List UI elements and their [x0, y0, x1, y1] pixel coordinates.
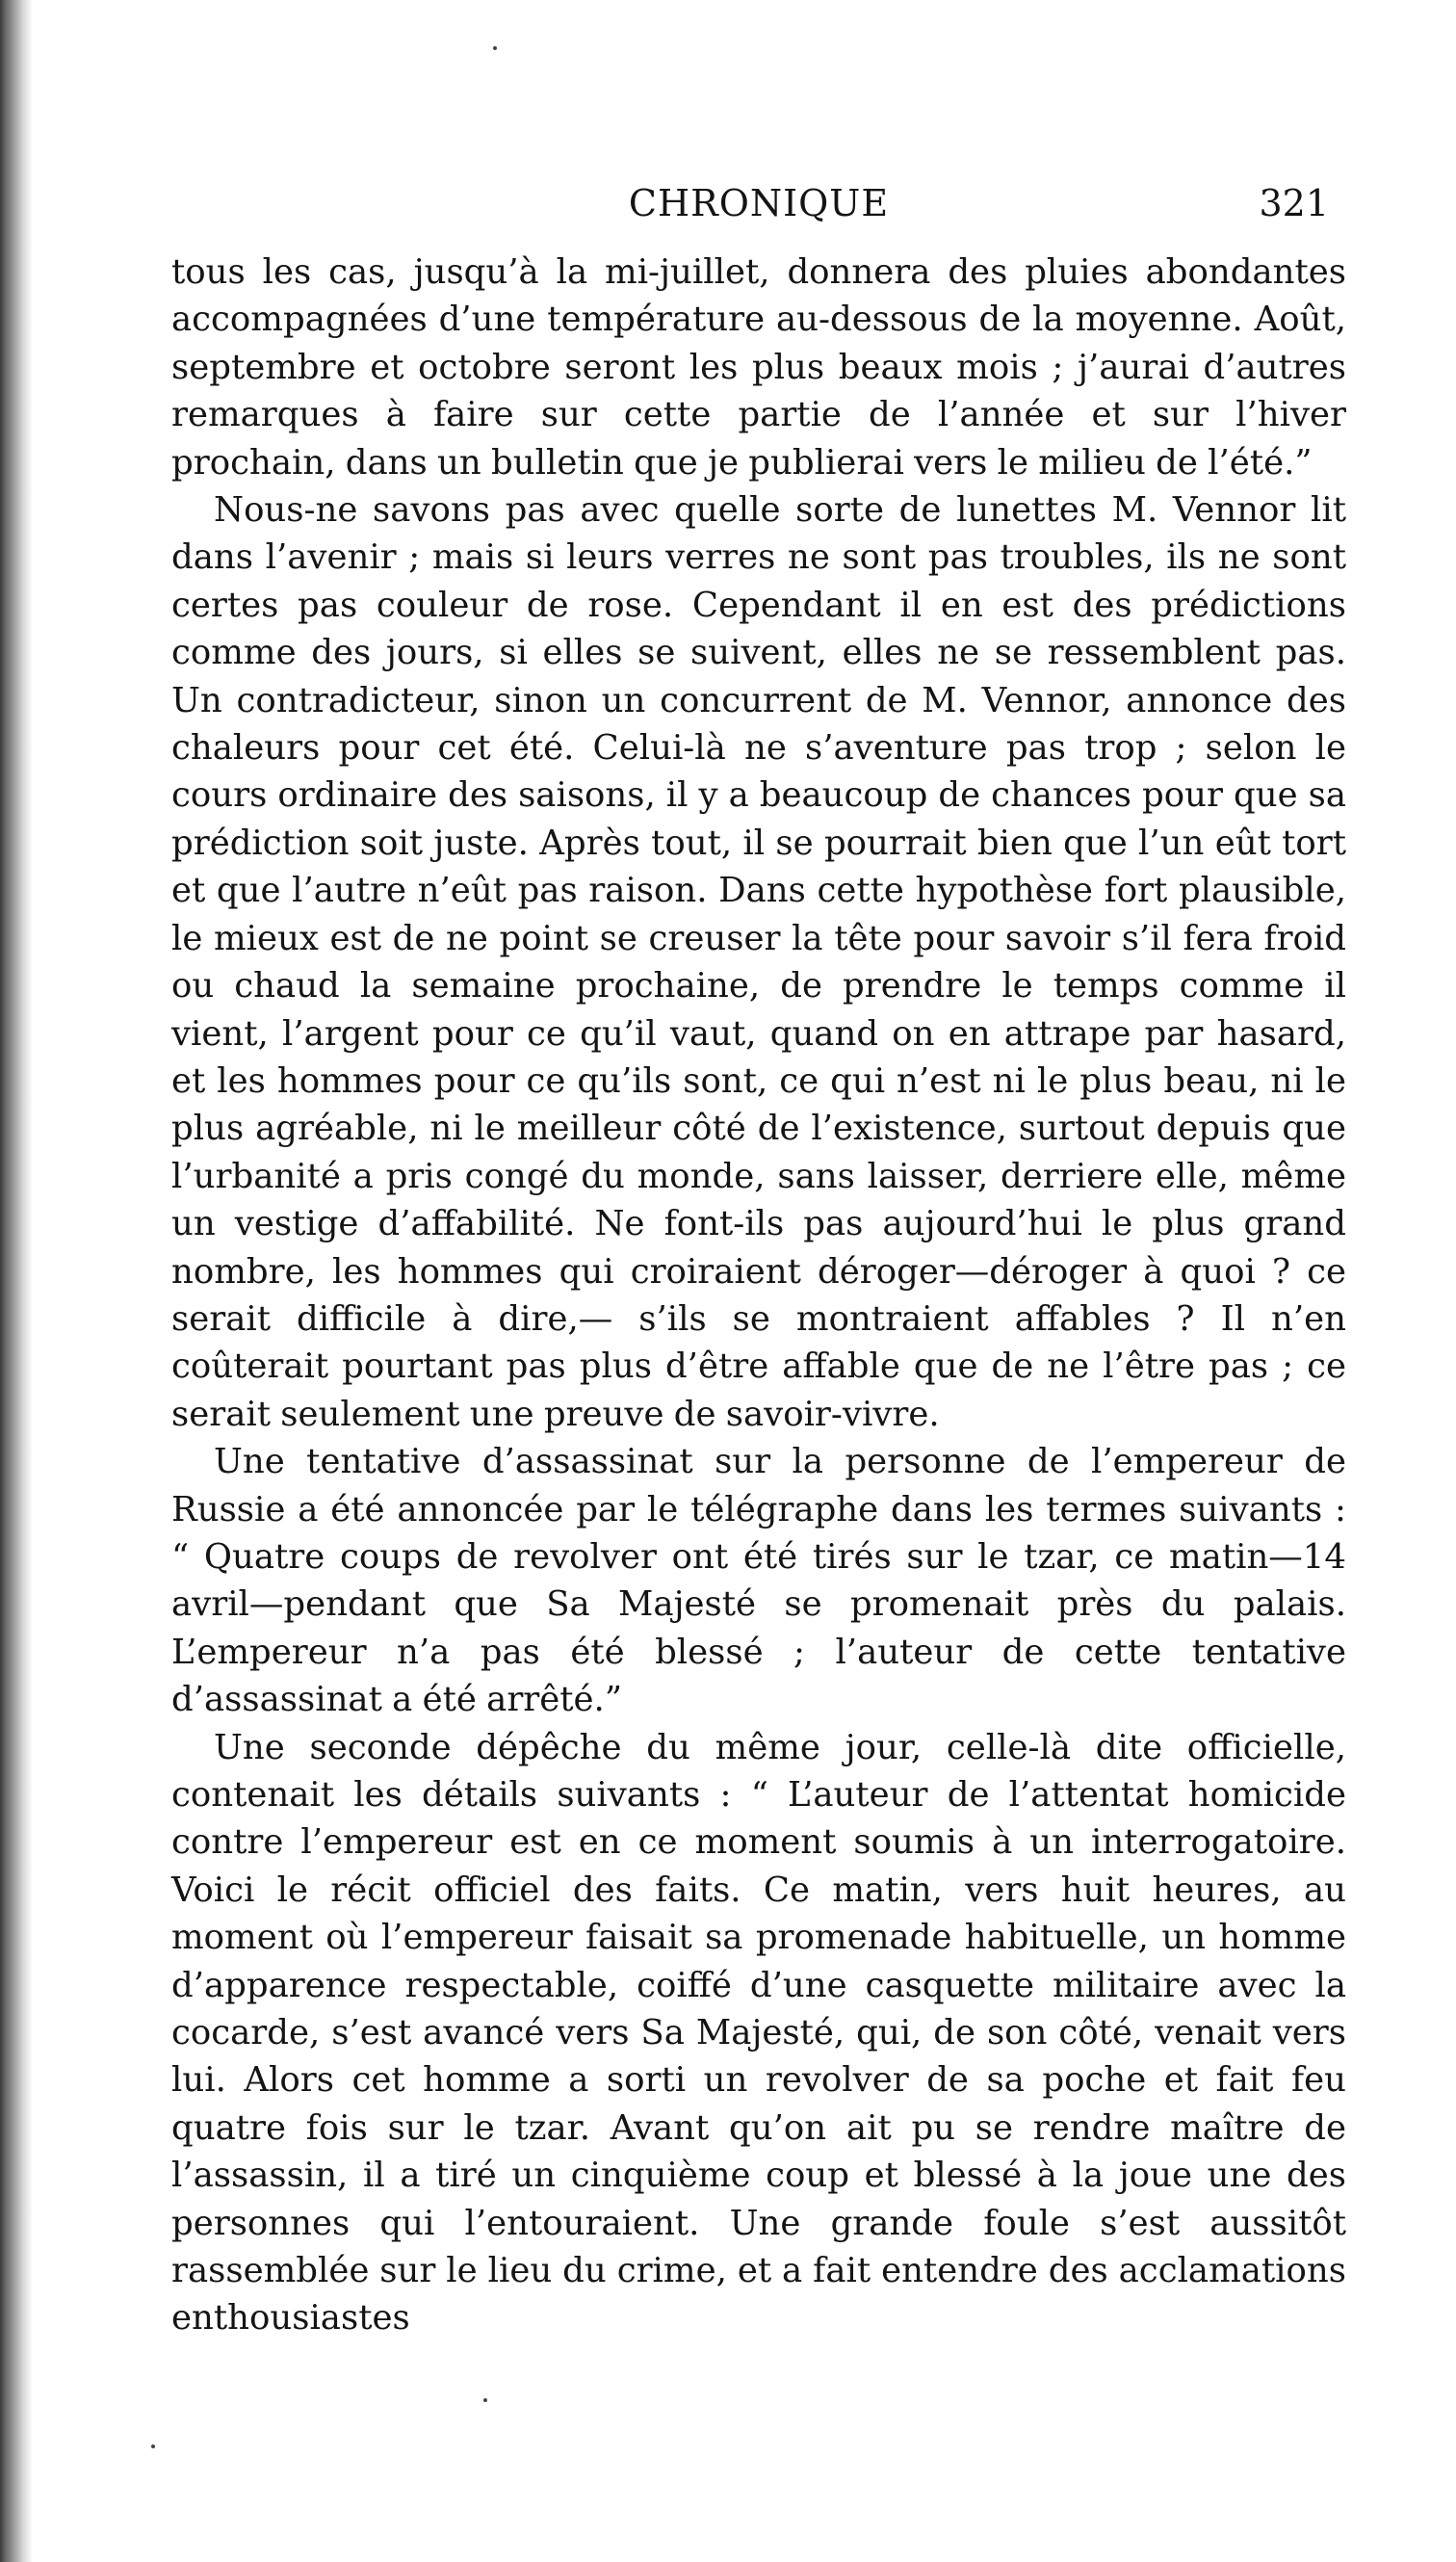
paragraph-continuation: tous les cas, jusqu’à la mi-juillet, donnera des pluies abondantes accompagnées d’une température au-dessous de la moyenne. Août, septembre et octobre seront les plus beaux mois ; j’aurai d’autres remarques à faire sur cette partie de l’année et sur l’hiver prochain, dans un bulletin que je publierai vers le milieu de l’été.” [171, 252, 1346, 483]
scan-speck [151, 2444, 155, 2448]
paragraph-vennor: Nous-ne savons pas avec quelle sorte de lunettes M. Vennor lit dans l’avenir ; mais si leurs verres ne sont pas troubles, ils ne sont certes pas couleur de rose. Cependant il en est des prédictions comme des jours, si elles se suivent, elles ne se ressemblent pas. Un contradicteur, sinon un concurrent de M. Vennor, annonce des chaleurs pour cet été. Celui-là ne s’aventure pas trop ; selon le cours ordinaire des saisons, il y a beaucoup de chances pour que sa prédiction soit juste. Après tout, il se pourrait bien que l’un eût tort et que l’autre n’eût pas raison. Dans cette hypothèse fort plausible, le mieux est de ne point se creuser la tête pour savoir s’il fera froid ou chaud la semaine prochaine, de prendre le temps comme il vient, l’argent pour ce qu’il vaut, quand on en attrape par hasard, et les hommes pour ce qu’ils sont, ce qui n’est ni le plus beau, ni le plus agréable, ni le meilleur côté de l’existence, surtout depuis que l’urbanité a pris congé du monde, sans laisser, derriere elle, même un vestige d’affabilité. Ne font-ils pas aujourd’hui le plus grand nombre, les hommes qui croiraient déroger—déroger à quoi ? ce serait difficile à dire,— s’ils se montraient affables ? Il n’en coûterait pourtant pas plus d’être affable que de ne l’être pas ; ce serait seulement une preuve de savoir-vivre. [171, 490, 1346, 1434]
body-text [171, 248, 1346, 2342]
page-header [171, 179, 1346, 227]
page-number: 321 [1259, 182, 1329, 224]
paragraph-official-dispatch: Une seconde dépêche du même jour, celle-là dite officielle, contenait les détails suivants : “ L’auteur de l’attentat homicide contre l’empereur est en ce moment soumis à un interrogatoire. Voici le récit officiel des faits. Ce matin, vers huit heures, au moment où l’empereur faisait sa promenade habituelle, un homme d’apparence respectable, coiffé d’une casquette militaire avec la cocarde, s’est avancé vers Sa Majesté, qui, de son côté, venait vers lui. Alors cet homme a sorti un revolver de sa poche et fait feu quatre fois sur le tzar. Avant qu’on ait pu se rendre maître de l’assassin, il a tiré un cinquième coup et blessé à la joue une des personnes qui l’entouraient. Une grande foule s’est aussitôt rassemblée sur le lieu du crime, et a fait entendre des acclamations enthousiastes [171, 1727, 1346, 2339]
paragraph-assassination-attempt: Une tentative d’assassinat sur la personne de l’empereur de Russie a été annoncée par le télégraphe dans les termes suivants : “ Quatre coups de revolver ont été tirés sur le tzar, ce matin—14 avril—pendant que Sa Majesté se promenait près du palais. L’empereur n’a pas été blessé ; l’auteur de cette tentative d’assassinat a été arrêté.” [171, 1442, 1346, 1720]
scan-speck [493, 46, 497, 50]
binding-shadow [0, 0, 33, 2562]
scan-speck [483, 2398, 487, 2402]
running-head: CHRONIQUE [628, 182, 890, 224]
